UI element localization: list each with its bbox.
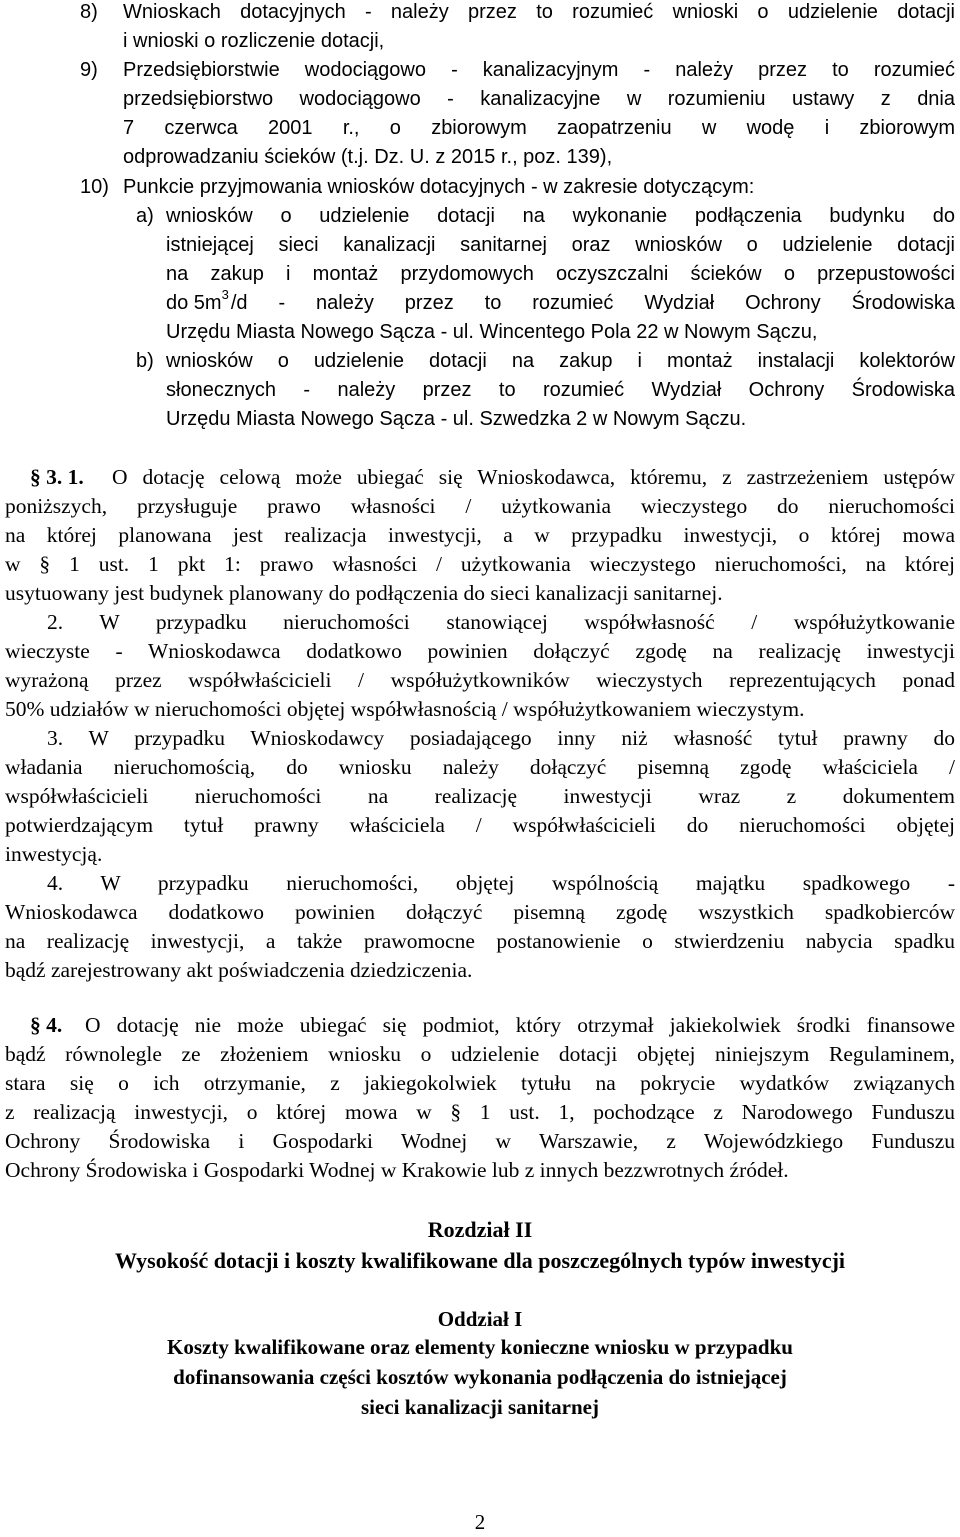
paragraph-line: O dotację nie może ubiegać się podmiot, który otrzymał jakiekolwiek środki finansowe (85, 1013, 955, 1037)
paragraph-line: wyrażoną przez współwłaścicieli / współużytkowników wieczystych reprezentujących ponad (5, 668, 955, 692)
sublist-label: b) (136, 350, 154, 372)
paragraph-line: potwierdzającym tytuł prawny właściciela / współwłaścicieli do nieruchomości objętej (5, 813, 955, 837)
sublist-line-part: /d - należy przez to rozumieć Wydział Ochrony Środowiska (230, 292, 955, 314)
paragraph-line: władania nieruchomością, do wniosku należy dołączyć pisemną zgodę właściciela / (5, 755, 955, 779)
page-number: 2 (474, 1510, 486, 1534)
paragraph-line: bądź równolegle ze złożeniem wniosku o udzielenie dotacji objętej niniejszym Regulaminem, (5, 1042, 955, 1066)
paragraph-line: poniższych, przysługuje prawo własności / użytkowania wieczystego do nieruchomości (5, 494, 955, 518)
sublist-line (166, 289, 955, 318)
list-item-line: Wnioskach dotacyjnych - należy przez to rozumieć wnioski o udzielenie dotacji (123, 1, 955, 23)
list-item-line: Punkcie przyjmowania wniosków dotacyjnych - w zakresie dotyczącym: (123, 176, 755, 198)
sublist-line: wniosków o udzielenie dotacji na wykonanie podłączenia budynku do (166, 205, 955, 227)
section-number: § 3. 1. (30, 465, 84, 489)
paragraph-line: bądź zarejestrowany akt poświadczenia dziedziczenia. (5, 958, 473, 982)
chapter-subtitle: Wysokość dotacji i koszty kwalifikowane dla poszczególnych typów inwestycji (114, 1248, 846, 1273)
sublist-line: słonecznych - należy przez to rozumieć Wydział Ochrony Środowiska (166, 379, 955, 401)
paragraph-line: 3. W przypadku Wnioskodawcy posiadającego inny niż własność tytuł prawny do (47, 726, 955, 750)
section-number: § 4. (30, 1013, 63, 1037)
paragraph-line: 50% udziałów w nieruchomości objętej współwłasnością / współużytkowaniem wieczystym. (5, 697, 805, 721)
list-number: 8) (80, 1, 98, 23)
section-heading (30, 463, 84, 492)
chapter-title: Rozdział II (427, 1217, 533, 1242)
paragraph-line: wieczyste - Wnioskodawca dodatkowo powinien dołączyć zgodę na realizację inwestycji (5, 639, 955, 663)
section-heading (30, 1011, 62, 1040)
paragraph-line: 4. W przypadku nieruchomości, objętej wspólnością majątku spadkowego - (47, 871, 955, 895)
paragraph-line: w § 1 ust. 1 pkt 1: prawo własności / użytkowania wieczystego nieruchomości, na której (5, 552, 955, 576)
division-title: Oddział I (437, 1307, 523, 1331)
paragraph-line: O dotację celową może ubiegać się Wnioskodawca, któremu, z zastrzeżeniem ustępów (112, 465, 955, 489)
list-item-line: i wnioski o rozliczenie dotacji, (123, 30, 385, 52)
paragraph-line: na której planowana jest realizacja inwestycji, a w przypadku inwestycji, o której mowa (5, 523, 955, 547)
sublist-line: Urzędu Miasta Nowego Sącza - ul. Szwedzka 2 w Nowym Sączu. (166, 408, 747, 430)
paragraph-line: Ochrony Środowiska i Gospodarki Wodnej w Krakowie lub z innych bezzwrotnych źródeł. (5, 1158, 789, 1182)
division-subtitle: sieci kanalizacji sanitarnej (361, 1395, 599, 1419)
superscript: 3 (221, 287, 229, 303)
division-subtitle: Koszty kwalifikowane oraz elementy konieczne wniosku w przypadku (167, 1335, 793, 1359)
paragraph-line: inwestycją. (5, 842, 103, 866)
paragraph-line: Ochrony Środowiska i Gospodarki Wodnej w Warszawie, z Wojewódzkiego Funduszu (5, 1129, 955, 1153)
paragraph-line: Wnioskodawca dodatkowo powinien dołączyć pisemną zgodę wszystkich spadkobierców (5, 900, 955, 924)
list-item-line: 7 czerwca 2001 r., o zbiorowym zaopatrzeniu w wodę i zbiorowym (123, 117, 955, 139)
paragraph-line: współwłaścicieli nieruchomości na realizację inwestycji wraz z dokumentem (5, 784, 955, 808)
sublist-line: istniejącej sieci kanalizacji sanitarnej oraz wniosków o udzielenie dotacji (166, 234, 955, 256)
sublist-line-part (166, 289, 229, 318)
sublist-label: a) (136, 205, 154, 227)
sublist-line: Urzędu Miasta Nowego Sącza - ul. Wincentego Pola 22 w Nowym Sączu, (166, 321, 818, 343)
list-item-line: Przedsiębiorstwie wodociągowo - kanalizacyjnym - należy przez to rozumieć (123, 59, 955, 81)
paragraph-line: usytuowany jest budynek planowany do podłączenia do sieci kanalizacji sanitarnej. (5, 581, 723, 605)
sublist-line: na zakup i montaż przydomowych oczyszczalni ścieków o przepustowości (166, 263, 955, 285)
unit-text: do 5m (166, 292, 222, 314)
list-item-line: przedsiębiorstwo wodociągowo - kanalizacyjne w rozumieniu ustawy z dnia (123, 88, 955, 110)
paragraph-line: na realizację inwestycji, a także prawomocne postanowienie o stwierdzeniu nabycia spadku (5, 929, 955, 953)
list-number: 10) (80, 176, 109, 198)
list-item-line: odprowadzaniu ścieków (t.j. Dz. U. z 2015 r., poz. 139), (123, 146, 613, 168)
paragraph-line: stara się o ich otrzymanie, z jakiegokolwiek tytułu na pokrycie wydatków związanych (5, 1071, 955, 1095)
sublist-line: wniosków o udzielenie dotacji na zakup i montaż instalacji kolektorów (166, 350, 955, 372)
paragraph-line: z realizacją inwestycji, o której mowa w § 1 ust. 1, pochodzące z Narodowego Funduszu (5, 1100, 955, 1124)
paragraph-line: 2. W przypadku nieruchomości stanowiącej współwłasność / współużytkowanie (47, 610, 955, 634)
list-number: 9) (80, 59, 98, 81)
division-subtitle: dofinansowania części kosztów wykonania podłączenia do istniejącej (173, 1365, 787, 1389)
